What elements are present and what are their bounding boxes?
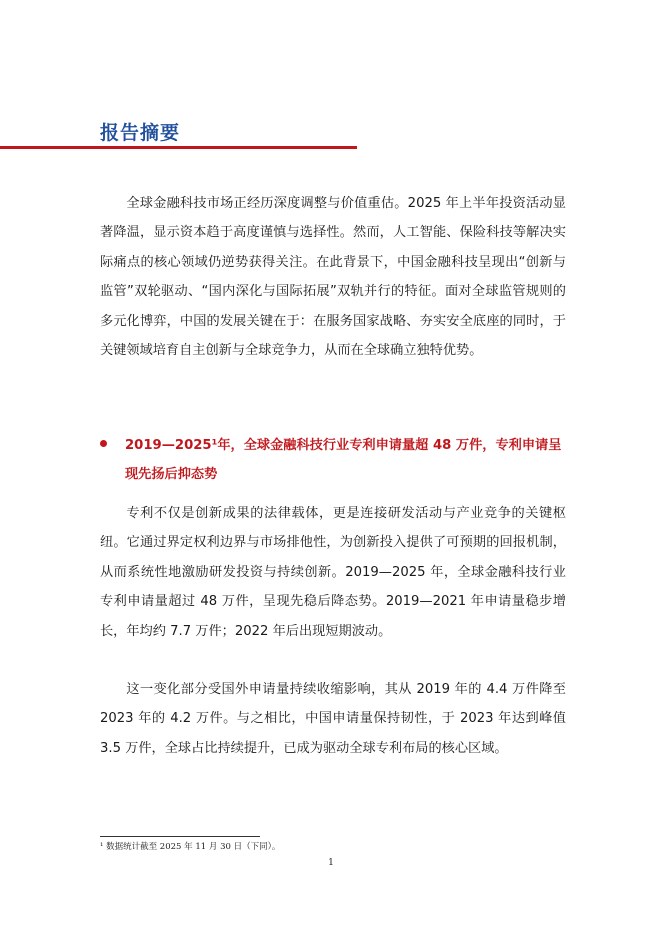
patent-paragraph-1: 专利不仅是创新成果的法律载体，更是连接研发活动与产业竞争的关键枢纽。它通过界定权利边界与市场排他性，为创新投入提供了可预期的回报机制，从而系统性地激励研发投资与持续创新。2019—2025 年，全球金融科技行业专利申请量超过 48 万件，呈现先稳后降态势。2019—2021 年申请量稳步增长，年均约 7.7 万件；2022 年后出现短期波动。 bbox=[100, 506, 566, 639]
bullet-heading-text: 2019—2025¹年，全球金融科技行业专利申请量超 48 万件，专利申请呈现先扬后抑态势 bbox=[125, 438, 562, 483]
page-number: 1 bbox=[328, 858, 334, 868]
footnote-divider bbox=[100, 836, 260, 837]
bullet-dot-icon bbox=[100, 440, 107, 447]
summary-paragraph: 全球金融科技市场正经历深度调整与价值重估。2025 年上半年投资活动显著降温，显示资本趋于高度谨慎与选择性。然而，人工智能、保险科技等解决实际痛点的核心领域仍逆势获得关注。在此背景下，中国金融科技呈现出“创新与监管”双轮驱动、“国内深化与国际拓展”双轨并行的特征。面对全球监管规则的多元化博弈，中国的发展关键在于：在服务国家战略、夯实安全底座的同时，于关键领域培育自主创新与全球竞争力，从而在全球确立独特优势。 bbox=[100, 196, 566, 359]
title-underline bbox=[0, 146, 357, 149]
bullet-heading bbox=[100, 431, 566, 490]
section-title: 报告摘要 bbox=[100, 122, 181, 144]
footnote: ¹ 数据统计截至 2025 年 11 月 30 日（下同）。 bbox=[100, 842, 281, 852]
patent-paragraph-2: 这一变化部分受国外申请量持续收缩影响，其从 2019 年的 4.4 万件降至 2023 年的 4.2 万件。与之相比，中国申请量保持韧性，于 2023 年达到峰值 3.5 万件，全球占比持续提升，已成为驱动全球专利布局的核心区域。 bbox=[100, 682, 566, 756]
